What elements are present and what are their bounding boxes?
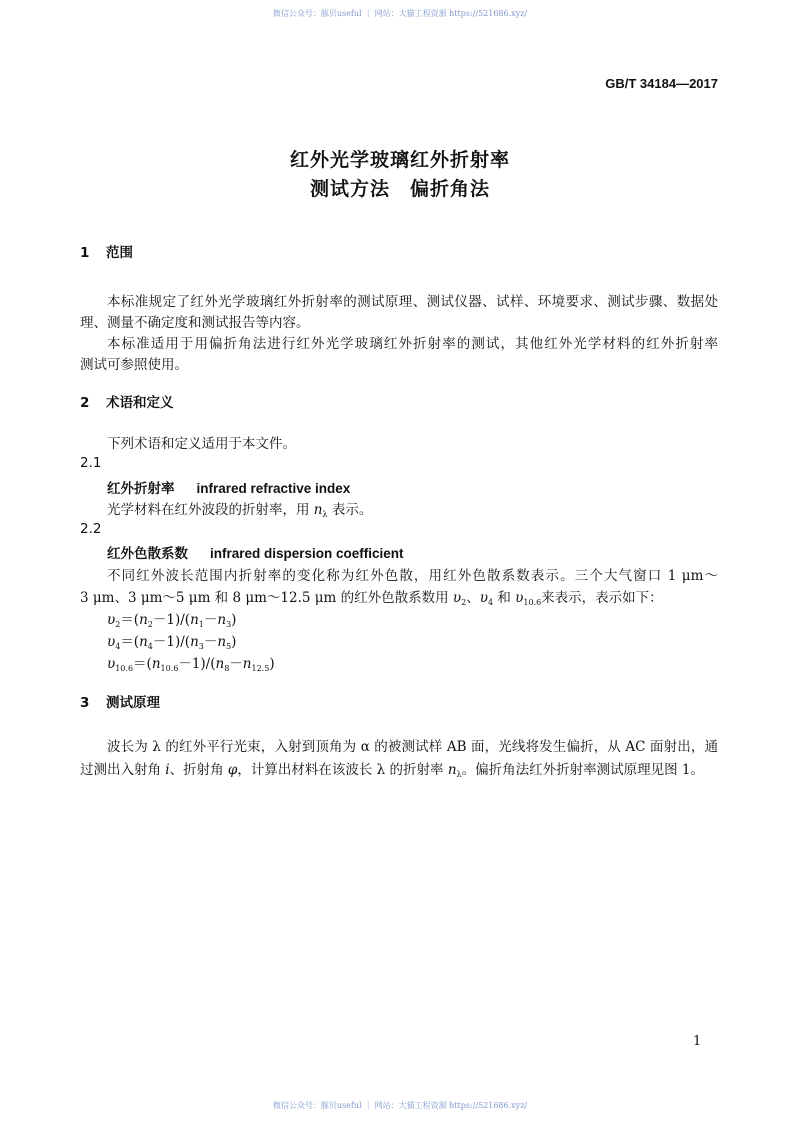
term-2-2-number: 2.2: [80, 521, 102, 537]
section-2-heading: 2 术语和定义: [80, 395, 174, 411]
term-2-1-number: 2.1: [80, 455, 102, 471]
title-line-2: 测试方法 偏折角法: [309, 178, 490, 200]
formula-v10-6: $\upsilon_{10.6}=(n_{10.6}-1)/(n_8-n_{12.5})$: [107, 656, 275, 673]
s1-p2-line2: 测试可参照使用。: [80, 357, 188, 373]
s2-intro: 下列术语和定义适用于本文件。: [107, 436, 296, 452]
s3-line2: 过测出入射角 i、折射角 φ，计算出材料在该波长 λ 的折射率 $n_\lambda$。偏折角法红外折射率测试原理见图 1。: [80, 762, 704, 779]
title-line-1: 红外光学玻璃红外折射率: [289, 149, 510, 171]
section-3-heading: 3 测试原理: [80, 695, 160, 711]
s1-p1-line1: 本标准规定了红外光学玻璃红外折射率的测试原理、测试仪器、试样、环境要求、测试步骤、数据处: [107, 294, 718, 310]
standard-number: GB/T 34184—2017: [605, 76, 718, 91]
formula-v2: $\upsilon_2=(n_2-1)/(n_1-n_3)$: [107, 612, 237, 629]
page-number: 1: [693, 1034, 702, 1049]
term-2-2-line2: 3 μm、3 μm～5 μm 和 8 μm～12.5 μm 的红外色散系数用 $\upsilon_2$、$\upsilon_4$ 和 $\upsilon_{10.6}$来表示，表示如下：: [80, 590, 663, 607]
s1-p2-line1: 本标准适用于用偏折角法进行红外光学玻璃红外折射率的测试，其他红外光学材料的红外折射率: [107, 336, 718, 352]
formula-v4: $\upsilon_4=(n_4-1)/(n_3-n_5)$: [107, 634, 237, 651]
term-2-1-definition: 光学材料在红外波段的折射率，用 $n_\lambda$ 表示。: [107, 502, 373, 519]
term-2-2: 红外色散系数 infrared dispersion coefficient: [107, 546, 404, 562]
s1-p1-line2: 理、测量不确定度和测试报告等内容。: [80, 315, 310, 331]
watermark-bottom: 微信公众号：豚贝useful ｜ 网站：大猫工程资源 https://521686.xyz/: [272, 1101, 528, 1110]
term-2-2-line1: 不同红外波长范围内折射率的变化称为红外色散，用红外色散系数表示。三个大气窗口 1 μm～: [107, 568, 718, 584]
section-1-heading: 1 范围: [80, 245, 133, 261]
term-2-1: 红外折射率 infrared refractive index: [107, 481, 351, 497]
s3-line1: 波长为 λ 的红外平行光束，入射到顶角为 α 的被测试样 AB 面，光线将发生偏折，从 AC 面射出，通: [107, 739, 718, 755]
watermark-top: 微信公众号：豚贝useful ｜ 网站：大猫工程资源 https://521686.xyz/: [272, 9, 528, 18]
